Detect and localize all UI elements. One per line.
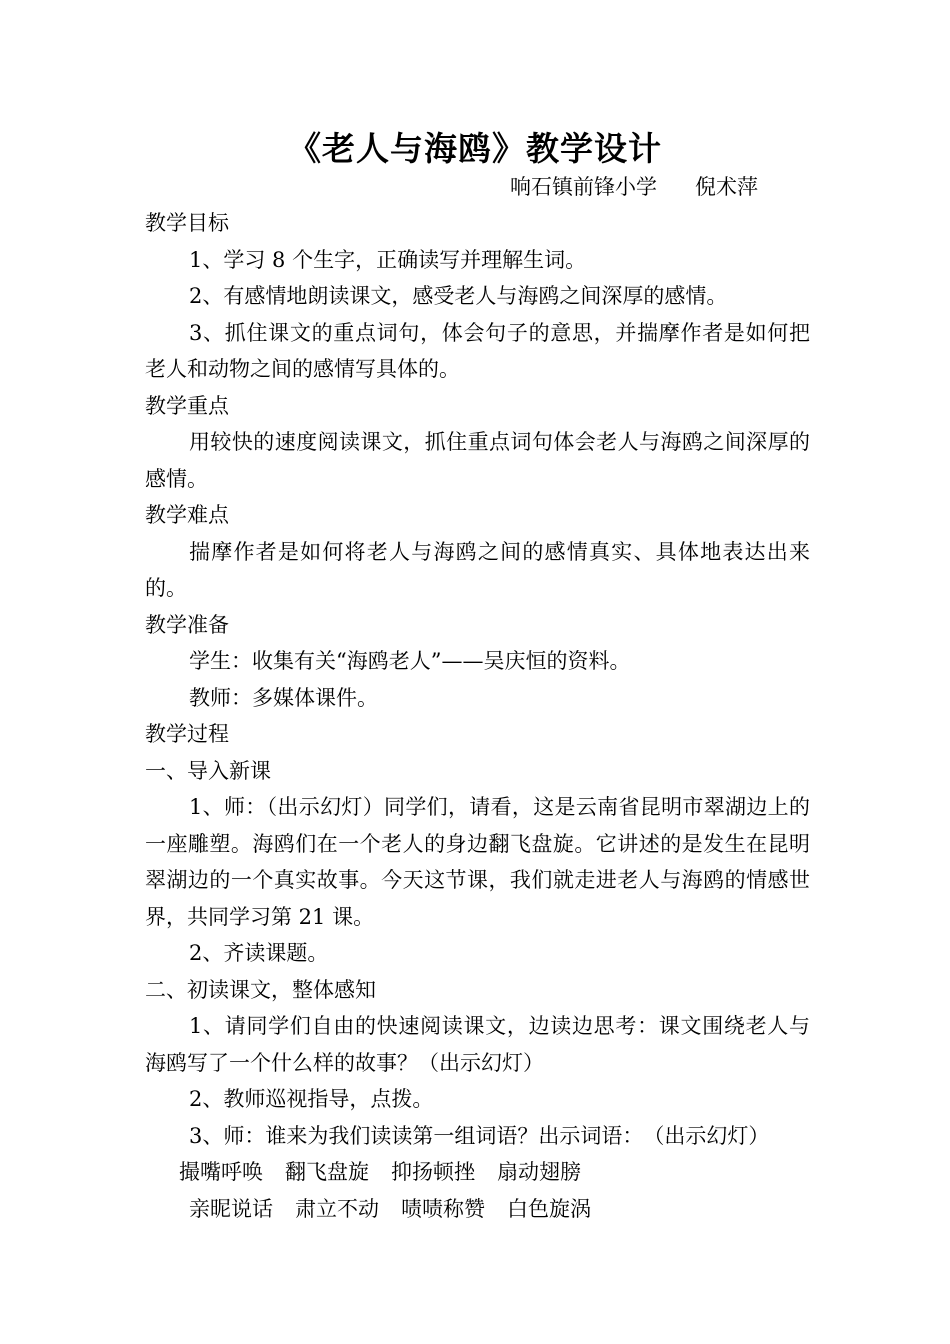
word-item: 白色旋涡 xyxy=(507,1196,591,1221)
word-item: 扇动翅膀 xyxy=(497,1160,581,1184)
goal-item: 1、学习 8 个生字，正确读写并理解生词。 xyxy=(189,247,587,272)
author-school: 响石镇前锋小学 xyxy=(510,175,657,199)
goal-item: 3、抓住课文的重点词句，体会句子的意思，并揣摩作者是如何把老人和动物之间的感情写具体的。 xyxy=(145,320,810,381)
part1-item: 2、齐读课题。 xyxy=(189,941,329,965)
part1-item: 1、师：（出示幻灯）同学们，请看，这是云南省昆明市翠湖边上的一座雕塑。海鸥们在一个老人的身边翻飞盘旋。它讲述的是发生在昆明翠湖边的一个真实故事。今天这节课，我们就走进老人与海鸥的情感世界，共同学习第 21 课。 xyxy=(145,795,810,929)
prep-student: 学生：收集有关“海鸥老人”——吴庆恒的资料。 xyxy=(189,649,631,673)
word-list-row-1 xyxy=(145,1154,810,1191)
part2-heading: 二、初读课文，整体感知 xyxy=(145,977,376,1002)
author-line xyxy=(510,170,758,204)
part2-item: 3、师：谁来为我们读读第一组词语？出示词语： （出示幻灯） xyxy=(189,1123,770,1148)
section-heading-prep: 教学准备 xyxy=(145,612,229,637)
part2-item: 1、请同学们自由的快速阅读课文，边读边思考：课文围绕老人与海鸥写了一个什么样的故事？（出示幻灯） xyxy=(145,1014,810,1075)
word-item: 抑扬顿挫 xyxy=(391,1160,475,1184)
word-item: 啧啧称赞 xyxy=(401,1196,485,1221)
section-heading-goals: 教学目标 xyxy=(145,211,229,235)
word-item: 翻飞盘旋 xyxy=(285,1160,369,1184)
part1-heading: 一、导入新课 xyxy=(145,758,271,783)
word-item: 肃立不动 xyxy=(295,1196,379,1221)
word-item: 撮嘴呼唤 xyxy=(179,1160,263,1184)
prep-teacher: 教师：多媒体课件。 xyxy=(189,685,378,710)
word-item: 亲昵说话 xyxy=(189,1196,273,1221)
goal-item: 2、有感情地朗读课文，感受老人与海鸥之间深厚的感情。 xyxy=(189,284,728,308)
document-title: 《老人与海鸥》教学设计 xyxy=(288,129,662,168)
section-heading-key: 教学重点 xyxy=(145,393,229,418)
key-text: 用较快的速度阅读课文，抓住重点词句体会老人与海鸥之间深厚的感情。 xyxy=(145,430,810,491)
section-heading-difficulty: 教学难点 xyxy=(145,503,229,527)
section-heading-process: 教学过程 xyxy=(145,722,229,746)
part2-item: 2、教师巡视指导，点拨。 xyxy=(189,1087,434,1111)
word-list-row-2 xyxy=(145,1191,810,1228)
document-body xyxy=(145,205,810,1227)
author-name: 倪术萍 xyxy=(695,175,758,199)
difficulty-text: 揣摩作者是如何将老人与海鸥之间的感情真实、具体地表达出来的。 xyxy=(145,539,810,600)
